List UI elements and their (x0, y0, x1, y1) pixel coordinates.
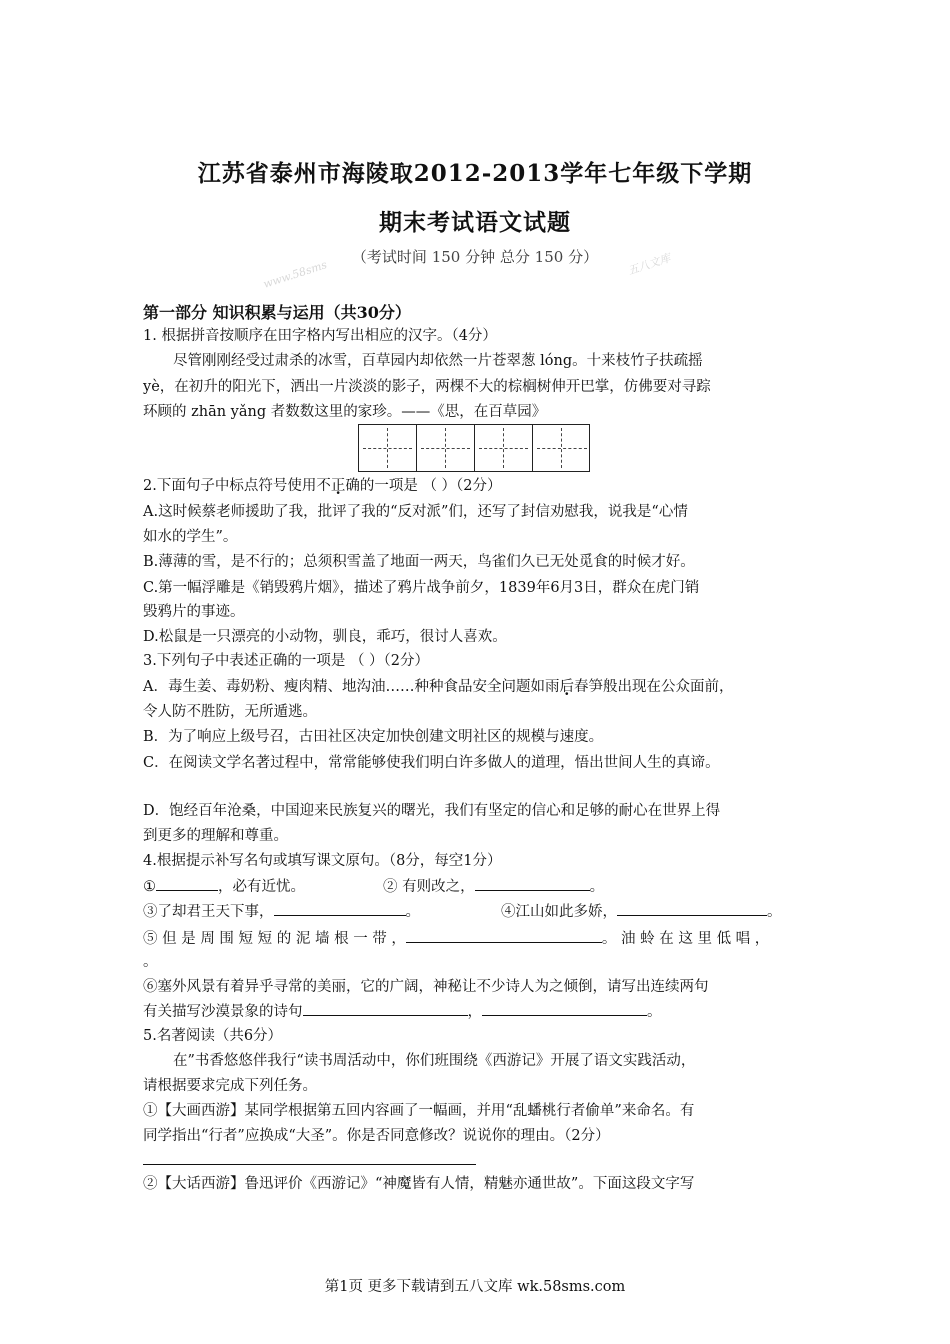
fill-blank[interactable] (482, 1000, 647, 1016)
q5-stem: 5.名著阅读（共6分） (143, 1028, 283, 1044)
q4-item6-line2: 有关描写沙漠景象的诗句 ， 。 (143, 1000, 813, 1024)
tianzige-grid (358, 424, 590, 472)
q2-option-d: D.松鼠是一只漂亮的小动物，驯良，乖巧，很讨人喜欢。 (143, 629, 507, 645)
fill-blank[interactable] (475, 875, 590, 891)
q2-option-a-line2: 如水的学生”。 (143, 529, 238, 545)
q4-item2: ② 有则改之， 。 (383, 875, 683, 899)
total-score: 150 (534, 248, 564, 266)
q2-option-c-line1: C.第一幅浮雕是《销毁鸦片烟》，描述了鸦片战争前夕，1839年6月3日，群众在虎门销 (143, 580, 700, 596)
q2-option-c-line2: 毁鸦片的事迹。 (143, 604, 245, 620)
q1-passage-line2: yè，在初升的阳光下，洒出一片淡淡的影子，两棵不大的棕榈树伸开巴掌，仿佛要对寻踪 (143, 379, 711, 395)
fill-blank[interactable] (617, 900, 767, 916)
fill-blank[interactable] (156, 875, 218, 891)
emphasis-text: 不正确 (316, 478, 360, 494)
emphasis-text: 如雨后春笋 · (530, 679, 603, 695)
q4-item5: ⑤ 但 是 周 围 短 短 的 泥 墙 根 一 带 ， 。 油 蛉 在 这 里 低 唱 ， (143, 927, 813, 951)
doc-title-line1: 江苏省泰州市海陵取2012-2013学年七年级下学期 (197, 160, 753, 187)
q3-option-a-line1: A．毒生姜、毒奶粉、瘦肉精、地沟油……种种食品安全问题如雨后春笋 ·般出现在公众面前， (143, 675, 813, 699)
part1-heading: 第一部分 知识积累与运用（共30分） (143, 303, 411, 322)
q3-option-b: B．为了响应上级号召，古田社区决定加快创建文明社区的规模与速度。 (143, 729, 604, 745)
answer-line[interactable] (143, 1164, 476, 1165)
q3-stem: 3.下列句子中表述正确的一项是 （ ）（2分） (143, 653, 430, 669)
q5-sub1-line2: 同学指出“行者”应换成“大圣”。你是否同意修改？说说你的理由。（2分） (143, 1128, 610, 1144)
page-footer: 第1页 更多下载请到五八文库 wk.58sms.com (324, 1279, 626, 1295)
fill-blank[interactable] (406, 927, 602, 943)
watermark-right: 五八文库 (626, 251, 673, 278)
q5-sub1-line1: ①【大画西游】某同学根据第五回内容画了一幅画，并用“乱蟠桃行者偷单”来命名。有 (143, 1103, 695, 1119)
q5-intro-line2: 请根据要求完成下列任务。 (143, 1078, 317, 1094)
exam-time: 150 (431, 248, 461, 266)
q3-option-d-line2: 到更多的理解和尊重。 (143, 828, 288, 844)
tianzige-cell (475, 425, 533, 471)
q1-passage-line1: 尽管刚刚经受过肃杀的冰雪，百草园内却依然一片苍翠葱 lóng。十来枝竹子扶疏摇 (173, 353, 703, 369)
q2-option-b: B.薄薄的雪，是不行的；总须积雪盖了地面一两天，鸟雀们久已无处觅食的时候才好。 (143, 554, 695, 570)
doc-title-line2: 期末考试语文试题 (379, 209, 571, 236)
q4-item1: ① ，必有近忧。 (143, 875, 813, 899)
tianzige-cell (533, 425, 591, 471)
tianzige-cell (359, 425, 417, 471)
watermark-left: www.58sms (261, 258, 329, 291)
q2-stem: 2.下面句子中标点符号使用不正确的一项是 （ ）（2分） (143, 478, 502, 494)
q3-option-a-line2: 令人防不胜防，无所遁逃。 (143, 704, 317, 720)
exam-info: （考试时间 150 分钟 总分 150 分） (351, 248, 599, 266)
q4-item3: ③了却君王天下事， 。 (143, 900, 813, 924)
q4-stem: 4.根据提示补写名句或填写课文原句。（8分，每空1分） (143, 853, 502, 869)
fill-blank[interactable] (303, 1000, 468, 1016)
q3-option-d-line1: D．饱经百年沧桑，中国迎来民族复兴的曙光，我们有坚定的信心和足够的耐心在世界上得 (143, 803, 721, 819)
q4-item6-line1: ⑥塞外风景有着异乎寻常的美丽，它的广阔，神秘让不少诗人为之倾倒，请写出连续两句 (143, 979, 709, 995)
q1-passage-line3: 环顾的 zhān yǎng 者数数这里的家珍。——《思，在百草园》 (143, 404, 547, 420)
tianzige-cell (417, 425, 475, 471)
q5-sub2-line1: ②【大话西游】鲁迅评价《西游记》“神魔皆有人情，精魅亦通世故”。下面这段文字写 (143, 1176, 695, 1192)
q4-item4: ④江山如此多娇， 。 (501, 900, 801, 924)
q1-stem: 1. 根据拼音按顺序在田字格内写出相应的汉字。（4分） (143, 328, 497, 344)
q2-option-a-line1: A.这时候蔡老师援助了我，批评了我的“反对派”们，还写了封信劝慰我，说我是“心情 (143, 504, 688, 520)
q3-option-c: C．在阅读文学名著过程中，常常能够使我们明白许多做人的道理，悟出世间人生的真谛。 (143, 755, 720, 771)
fill-blank[interactable] (274, 900, 406, 916)
q5-intro-line1: 在”书香悠悠伴我行“读书周活动中，你们班围绕《西游记》开展了语文实践活动， (173, 1053, 696, 1069)
q4-item5-end: 。 (143, 954, 158, 970)
